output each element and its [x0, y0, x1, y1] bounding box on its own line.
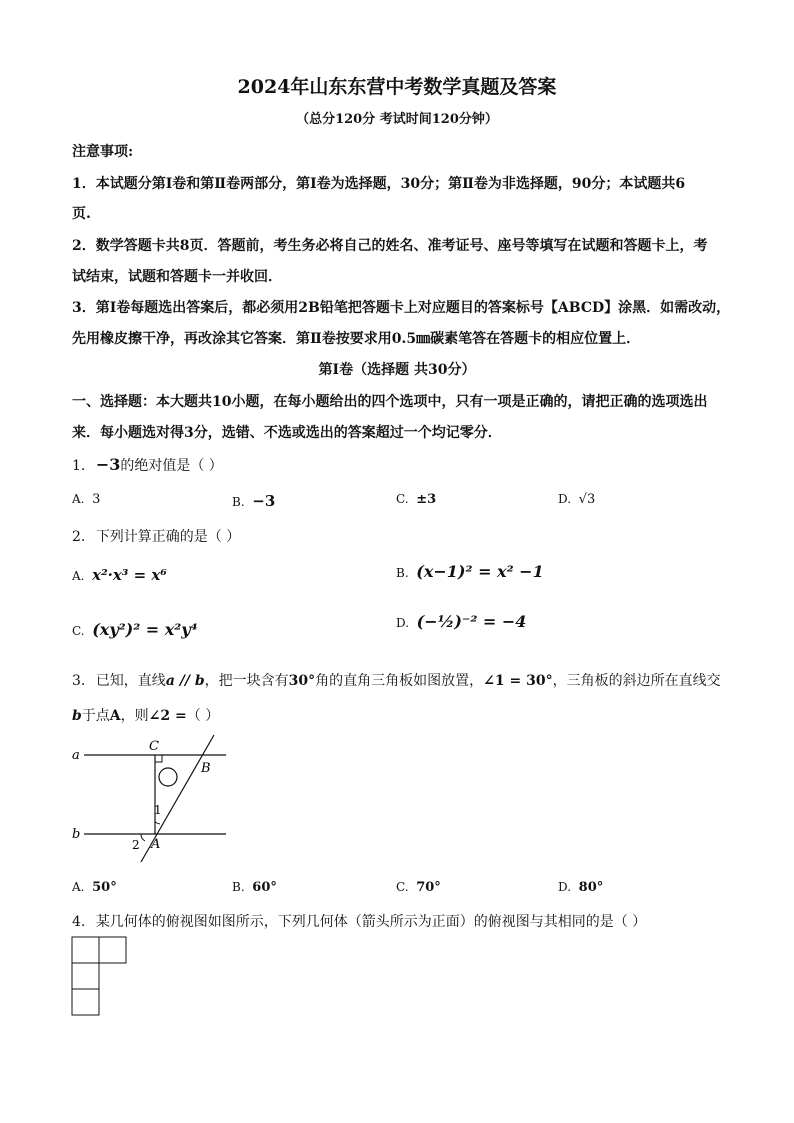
section-instructions-2: 来．每小题选对得3分，选错、不选或选出的答案超过一个均记零分．	[72, 425, 502, 441]
angle-2-arc	[141, 834, 145, 841]
math-expression: −3	[95, 455, 121, 474]
square-middle-left	[72, 963, 99, 989]
notes-line-4: 试结束，试题和答题卡一并收回．	[72, 269, 282, 285]
label-c: C	[149, 739, 159, 754]
question-4	[72, 911, 646, 931]
question-3: 3. 已知，直线a // b，把一块含有30°角的直角三角板如图放置，∠1 = 30°，三角板的斜边所在直线交	[72, 673, 721, 689]
question-number: 2.	[72, 529, 86, 545]
q1-option-d: D. √3	[558, 492, 596, 507]
square-top	[72, 937, 99, 963]
label-point-a: A	[151, 837, 161, 852]
notes-heading: 注意事项:	[72, 144, 134, 160]
q1-option-c: C. ±3	[396, 492, 437, 507]
q4-top-view-figure	[71, 936, 131, 1018]
question-3-cont: b于点A，则∠2 =（ ）	[72, 708, 220, 724]
question-text: 的绝对值是（ ）	[120, 458, 223, 474]
q3-figure	[66, 730, 236, 865]
notes-line-5: 3．第Ⅰ卷每题选出答案后，都必须用2B铅笔把答题卡上对应题目的答案标号【ABCD】涂黑．如需改动，	[72, 300, 731, 316]
label-b: b	[72, 827, 81, 842]
q3-option-d: D. 80°	[558, 880, 604, 895]
triangle-hole	[159, 768, 177, 786]
q2-option-d: D. (−½)⁻² = −4	[396, 612, 527, 631]
section-title: 第Ⅰ卷（选择题 共30分）	[318, 362, 476, 378]
question-text: 下列计算正确的是（ ）	[95, 529, 241, 545]
right-angle-mark	[155, 755, 162, 762]
question-2	[72, 526, 240, 546]
notes-line-2: 页.	[72, 206, 91, 222]
question-number: 4.	[72, 914, 86, 930]
question-text: 某几何体的俯视图如图所示，下列几何体（箭头所示为正面）的俯视图与其相同的是（ ）	[95, 914, 647, 930]
q3-option-a: A. 50°	[72, 880, 117, 895]
page-title: 2024年山东东营中考数学真题及答案	[237, 76, 557, 98]
section-instructions-1: 一、选择题：本大题共10小题，在每小题给出的四个选项中，只有一项是正确的，请把正确的选项选出	[72, 394, 708, 410]
q2-option-c: C. (xy²)² = x²y⁴	[72, 620, 198, 639]
q3-option-c: C. 70°	[396, 880, 441, 895]
q2-option-a: A. x²·x³ = x⁶	[72, 566, 167, 584]
notes-line-3: 2．数学答题卡共8页．答题前，考生务必将自己的姓名、准考证号、座号等填写在试题和答题卡上，考	[72, 238, 708, 254]
question-1	[72, 455, 223, 475]
notes-line-6: 先用橡皮擦干净，再改涂其它答案．第Ⅱ卷按要求用0.5㎜碳素笔答在答题卡的相应位置上．	[72, 331, 641, 347]
label-point-b: B	[201, 761, 211, 776]
q3-option-b: B. 60°	[232, 880, 277, 895]
label-angle-2: 2	[132, 838, 140, 852]
question-number: 1.	[72, 458, 86, 474]
label-angle-1: 1	[154, 803, 162, 817]
square-bottom	[72, 989, 99, 1015]
label-a: a	[72, 748, 80, 763]
notes-line-1: 1．本试题分第Ⅰ卷和第Ⅱ卷两部分，第Ⅰ卷为选择题，30分；第Ⅱ卷为非选择题，90分；本试题共6	[72, 176, 686, 192]
question-number: 3.	[72, 673, 86, 689]
angle-1-arc	[155, 822, 160, 824]
q2-option-b: B. (x−1)² = x² −1	[396, 562, 544, 581]
q1-option-b: B. −3	[232, 492, 276, 510]
q1-option-a: A. 3	[72, 492, 101, 507]
square-middle-right	[99, 937, 126, 963]
page-subtitle: （总分120分 考试时间120分钟）	[296, 112, 498, 127]
